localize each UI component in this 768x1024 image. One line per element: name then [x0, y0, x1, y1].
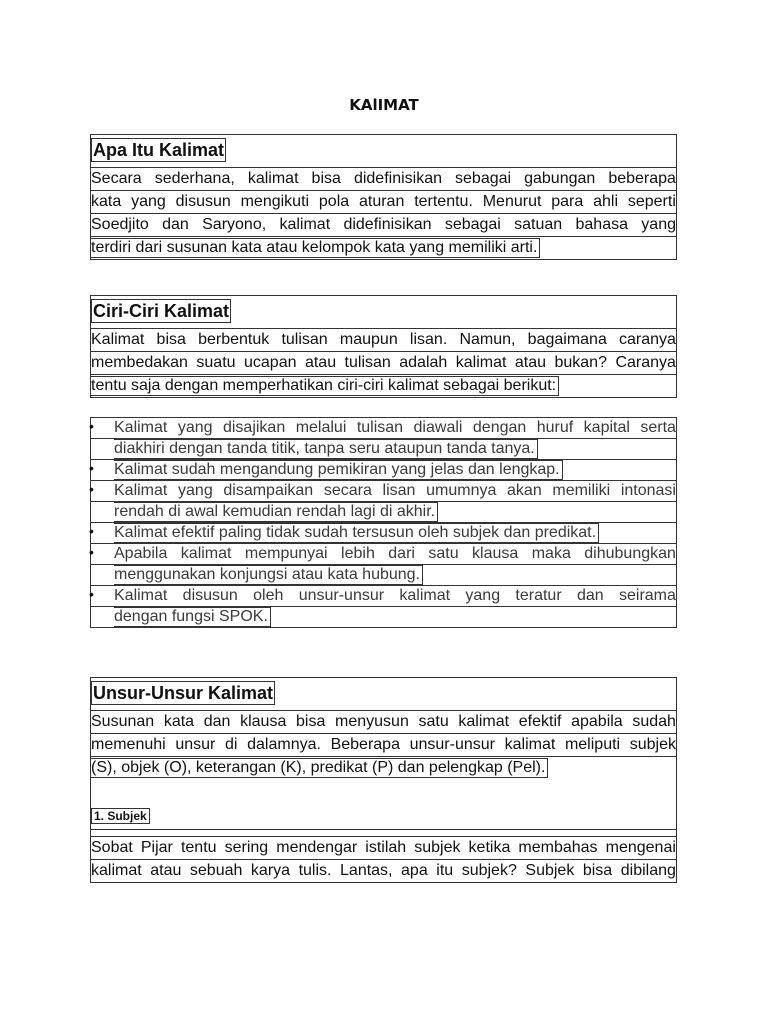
word: efektif: [518, 713, 562, 730]
word: Kalimat: [91, 331, 145, 348]
word: bisa: [582, 862, 613, 879]
section-unsur-unsur-kalimat: [90, 677, 677, 883]
word: dengan: [472, 419, 527, 436]
word: lisan.: [409, 331, 448, 348]
word: kata: [163, 713, 195, 730]
word: disusun: [175, 193, 231, 210]
word: maupun: [339, 331, 398, 348]
bullet-icon: •: [89, 418, 94, 434]
list-item-continuation: [90, 565, 676, 586]
word: kalimat: [504, 736, 556, 753]
word: subjek: [414, 839, 461, 856]
word: seperti: [627, 193, 676, 210]
paragraph: [91, 329, 676, 397]
word: yang: [178, 482, 213, 499]
word: kata: [91, 193, 122, 210]
word: Apabila: [114, 545, 168, 562]
word: adalah: [399, 354, 448, 371]
word: dibilang: [620, 862, 676, 879]
subheading-subjek: 1. Subjek: [91, 808, 150, 824]
word: tulis.: [298, 862, 332, 879]
word: dan: [162, 216, 189, 233]
word: kalimat: [458, 713, 510, 730]
word: ketika: [468, 839, 511, 856]
text-line: [91, 237, 676, 259]
word: subjek?: [461, 862, 517, 879]
list-item: [90, 418, 676, 439]
word: mengenai: [605, 839, 676, 856]
word: berbentuk: [198, 331, 270, 348]
text-line: [91, 757, 676, 779]
section-heading-row: [91, 135, 676, 168]
list-item: [90, 523, 676, 544]
word: dari: [388, 545, 415, 562]
bullet-icon: •: [89, 523, 94, 539]
word: aturan: [358, 193, 405, 210]
word: Kalimat: [114, 482, 168, 499]
word: intonasi: [620, 482, 676, 499]
word: serta: [640, 419, 676, 436]
word: mendengar: [276, 839, 358, 856]
text-line: [91, 375, 676, 397]
list-item-text: menggunakan konjungsi atau kata hubung.: [114, 565, 423, 585]
word: memenuhi: [91, 736, 166, 753]
word: Susunan: [91, 713, 155, 730]
list-item-text: Kalimat efektif paling tidak sudah tersusun oleh subjek dan predikat.: [114, 523, 599, 543]
word: gabungan: [524, 170, 596, 187]
word: disusun: [182, 587, 238, 604]
word: secara: [323, 482, 372, 499]
list-item: [90, 586, 676, 607]
word: lebih: [341, 545, 375, 562]
word: kapital: [583, 419, 630, 436]
text-line: [91, 191, 676, 214]
word: satu: [428, 545, 459, 562]
word: didefinisikan: [343, 216, 432, 233]
word: bukan?: [554, 354, 607, 371]
section-apa-itu-kalimat: [90, 134, 677, 260]
word: yang: [177, 419, 213, 436]
word: caranya: [619, 331, 676, 348]
word: dalamnya.: [247, 736, 321, 753]
word: teratur: [515, 587, 562, 604]
word: dan: [203, 713, 231, 730]
word: itu: [436, 862, 454, 879]
text-line: [91, 734, 676, 757]
word: Sobat: [91, 839, 133, 856]
word: atau: [304, 354, 337, 371]
paragraph: [91, 168, 676, 259]
paragraph: [91, 711, 676, 779]
word: ahli: [593, 193, 619, 210]
word: didefinisikan: [353, 170, 442, 187]
word: tulisan: [281, 331, 328, 348]
word: klausa: [240, 713, 287, 730]
list-item-text: diakhiri dengan tanda titik, tanpa seru ataupun tanda tanya.: [114, 439, 538, 459]
word: Pijar: [140, 839, 173, 856]
word: para: [551, 193, 584, 210]
word: memiliki: [552, 482, 611, 499]
list-item-continuation: [90, 502, 676, 523]
list-item-continuation: [90, 607, 676, 627]
list-item: [90, 460, 676, 481]
word: apa: [401, 862, 428, 879]
word: maka: [531, 545, 571, 562]
line-text: terdiri dari susunan kata atau kelompok kata yang memiliki arti.: [91, 238, 540, 258]
word: klausa: [472, 545, 519, 562]
word: Subjek: [525, 862, 575, 879]
word: tulisan: [344, 354, 391, 371]
word: bisa: [156, 331, 186, 348]
word: sering: [224, 839, 269, 856]
section-ciri-ciri-kalimat: [90, 295, 677, 398]
word: menyusun: [335, 713, 409, 730]
list-item-text: dengan fungsi SPOK.: [114, 607, 271, 627]
word: sederhana,: [154, 170, 235, 187]
word: Kalimat: [114, 587, 168, 604]
word: lisan: [382, 482, 416, 499]
word: satu: [418, 713, 449, 730]
word: seirama: [618, 587, 676, 604]
word: ucapan: [244, 354, 297, 371]
section-heading-row: [91, 678, 676, 711]
word: Beberapa: [330, 736, 400, 753]
word: bagaimana: [527, 331, 607, 348]
word: tertentu.: [414, 193, 473, 210]
word: bisa: [311, 170, 341, 187]
word: Secara: [91, 170, 142, 187]
word: yang: [131, 193, 166, 210]
section-heading: Apa Itu Kalimat: [93, 140, 225, 160]
bullet-icon: •: [89, 460, 94, 476]
word: sebagai: [455, 170, 512, 187]
word: membahas: [518, 839, 598, 856]
word: akan: [507, 482, 542, 499]
word: kalimat: [399, 587, 451, 604]
text-line: [91, 329, 676, 352]
word: Caranya: [615, 354, 676, 371]
word: istilah: [365, 839, 407, 856]
list-item: [90, 481, 676, 502]
word: mempunyai: [244, 545, 328, 562]
subheading-row: [91, 805, 676, 830]
word: diawali: [413, 419, 463, 436]
word: karya: [250, 862, 291, 879]
list-item-text: Kalimat sudah mengandung pemikiran yang jelas dan lengkap.: [114, 460, 563, 480]
word: yang: [641, 216, 676, 233]
word: beberapa: [608, 170, 676, 187]
word: satuan: [514, 216, 563, 233]
paragraph: [91, 837, 676, 882]
text-line: [91, 711, 676, 734]
word: di: [225, 736, 238, 753]
section-heading: Ciri-Ciri Kalimat: [93, 301, 230, 321]
word: meliputi: [564, 736, 621, 753]
section-heading: Unsur-Unsur Kalimat: [93, 683, 274, 703]
line-text: (S), objek (O), keterangan (K), predikat (P) dan pelengkap (Pel).: [91, 758, 548, 778]
word: kalimat: [91, 862, 142, 879]
word: kalimat: [180, 545, 232, 562]
text-line: [91, 860, 676, 882]
word: Menurut: [482, 193, 542, 210]
word: tentu: [180, 839, 217, 856]
word: mengikuti: [240, 193, 310, 210]
bullet-icon: •: [89, 544, 94, 560]
word: Lantas,: [340, 862, 393, 879]
list-item-continuation: [90, 439, 676, 460]
ciri-ciri-bullet-list: [90, 417, 677, 628]
word: bahasa: [575, 216, 628, 233]
word: atau: [150, 862, 182, 879]
list-item: [90, 544, 676, 565]
word: Saryono,: [202, 216, 267, 233]
text-line: [91, 168, 676, 191]
word: umumnya: [426, 482, 497, 499]
word: sebagai: [444, 216, 501, 233]
word: suatu: [196, 354, 236, 371]
bullet-icon: •: [89, 481, 94, 497]
word: sebuah: [189, 862, 243, 879]
word: unsur-unsur: [298, 587, 385, 604]
word: atau: [514, 354, 547, 371]
word: tulisan: [356, 419, 404, 436]
list-item-text: rendah di awal kemudian rendah lagi di akhir.: [114, 502, 438, 522]
word: bisa: [296, 713, 326, 730]
bullet-icon: •: [89, 586, 94, 602]
word: oleh: [253, 587, 284, 604]
word: apabila: [571, 713, 623, 730]
word: unsur-unsur: [409, 736, 495, 753]
word: unsur: [175, 736, 216, 753]
word: yang: [465, 587, 501, 604]
word: disampaikan: [223, 482, 314, 499]
word: pola: [318, 193, 350, 210]
word: membedakan: [91, 354, 188, 371]
word: Namun,: [459, 331, 516, 348]
word: Kalimat: [114, 419, 168, 436]
word: kalimat: [279, 216, 331, 233]
word: sudah: [632, 713, 676, 730]
word: kalimat: [247, 170, 299, 187]
word: dihubungkan: [584, 545, 676, 562]
word: kalimat: [455, 354, 507, 371]
word: melalui: [295, 419, 347, 436]
word: subjek: [629, 736, 676, 753]
line-text: tentu saja dengan memperhatikan ciri-ciri kalimat sebagai berikut:: [91, 376, 559, 396]
word: huruf: [536, 419, 574, 436]
word: Soedjito: [91, 216, 149, 233]
word: disajikan: [222, 419, 286, 436]
text-line: [91, 214, 676, 237]
document-title: KAlIMAT: [349, 96, 419, 114]
text-line: [91, 352, 676, 375]
word: dan: [576, 587, 604, 604]
section-heading-row: [91, 296, 676, 329]
text-line: [91, 837, 676, 860]
